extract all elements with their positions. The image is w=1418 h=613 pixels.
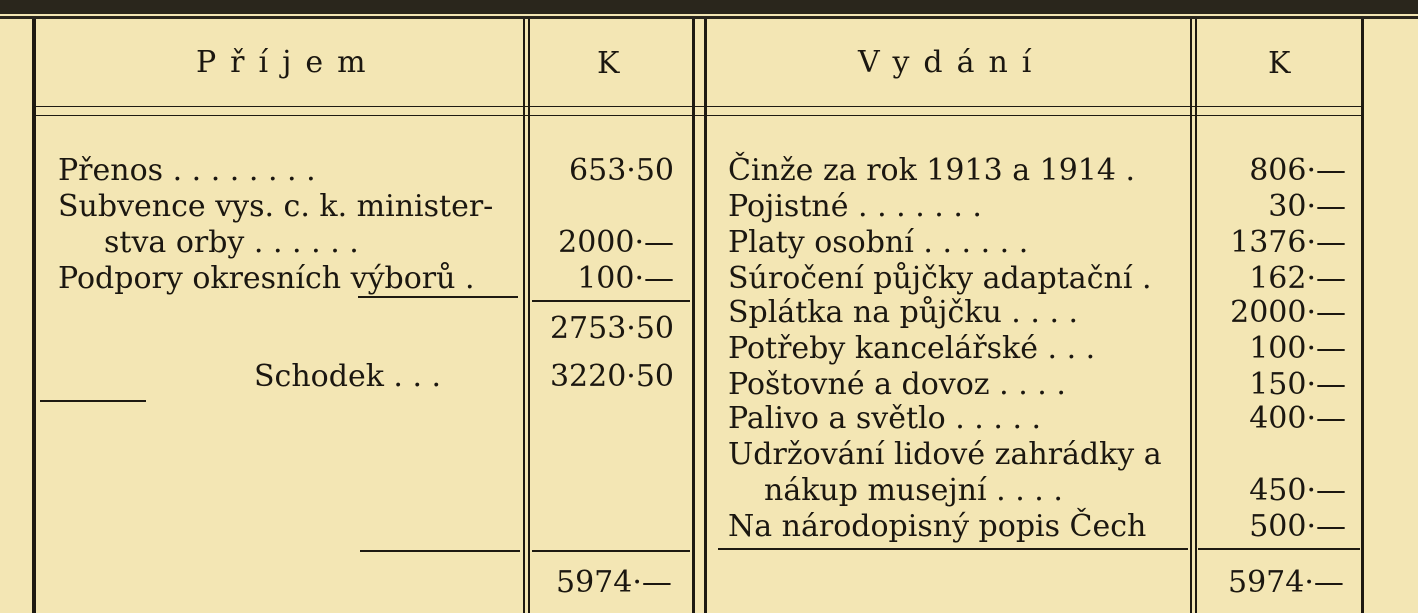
expense-row-amount: 2000·— — [1230, 295, 1346, 330]
income-total-label-rule — [360, 550, 520, 552]
center-divider-b — [704, 19, 707, 613]
expense-row-amount: 162·— — [1249, 261, 1346, 296]
expense-row-label: Platy osobní . . . . . . — [728, 225, 1029, 260]
income-currency-header: K — [597, 46, 620, 81]
expense-row-label: Pojistné . . . . . . . — [728, 189, 982, 224]
deficit-label: Schodek . . . — [254, 359, 442, 394]
expense-row-label: Splátka na půjčku . . . . — [728, 295, 1079, 330]
income-subtotal-rule — [532, 300, 690, 302]
expense-row-amount: 30·— — [1268, 189, 1346, 224]
deficit-amount: 3220·50 — [549, 359, 674, 394]
expense-row-amount: 1376·— — [1230, 225, 1346, 260]
expense-row-label: Poštovné a dovoz . . . . — [728, 367, 1066, 402]
income-subtotal: 2753·50 — [549, 311, 674, 346]
expense-row-label: Palivo a světlo . . . . . — [728, 401, 1042, 436]
deficit-short-rule — [40, 400, 146, 402]
income-row-label: Podpory okresních výborů . — [58, 261, 475, 296]
expense-total-label-rule — [718, 548, 1188, 550]
top-rule-thin — [0, 16, 1418, 19]
center-divider-a — [692, 19, 695, 613]
expense-row-amount: 150·— — [1249, 367, 1346, 402]
expense-amount-divider-a — [1190, 19, 1192, 613]
income-label-underline — [358, 296, 518, 298]
expense-row-label: nákup musejní . . . . — [764, 473, 1063, 508]
income-total: 5974·— — [556, 565, 672, 600]
expense-currency-header: K — [1268, 46, 1291, 81]
expense-row-amount: 100·— — [1249, 331, 1346, 366]
expense-row-amount: 500·— — [1249, 509, 1346, 544]
expense-row-label: Súročení půjčky adaptační . — [728, 261, 1152, 296]
income-header: Příjem — [196, 45, 380, 80]
income-amount-divider-a — [523, 19, 525, 613]
expense-row-amount: 450·— — [1249, 473, 1346, 508]
expense-header: Vydání — [858, 45, 1046, 80]
income-row-label: stva orby . . . . . . — [104, 225, 359, 260]
income-row-label: Přenos . . . . . . . . — [58, 153, 316, 188]
expense-row-label: Na národopisný popis Čech — [728, 509, 1147, 544]
expense-row-amount: 400·— — [1249, 401, 1346, 436]
header-rule-a — [36, 106, 1361, 107]
income-row-amount: 653·50 — [569, 153, 674, 188]
expense-amount-divider-b — [1195, 19, 1197, 613]
right-border — [1361, 19, 1364, 613]
expense-total: 5974·— — [1228, 565, 1344, 600]
income-row-label: Subvence vys. c. k. minister- — [58, 189, 494, 224]
expense-row-label: Udržování lidové zahrádky a — [728, 437, 1162, 472]
header-rule-b — [36, 115, 1361, 116]
income-total-rule — [532, 550, 690, 552]
expense-row-amount: 806·— — [1249, 153, 1346, 188]
income-row-amount: 2000·— — [558, 225, 674, 260]
left-border — [32, 19, 36, 613]
expense-row-label: Činže za rok 1913 a 1914 . — [728, 153, 1136, 188]
income-row-amount: 100·— — [577, 261, 674, 296]
top-rule-thick — [0, 0, 1418, 14]
expense-row-label: Potřeby kancelářské . . . — [728, 331, 1096, 366]
expense-total-rule — [1198, 548, 1360, 550]
